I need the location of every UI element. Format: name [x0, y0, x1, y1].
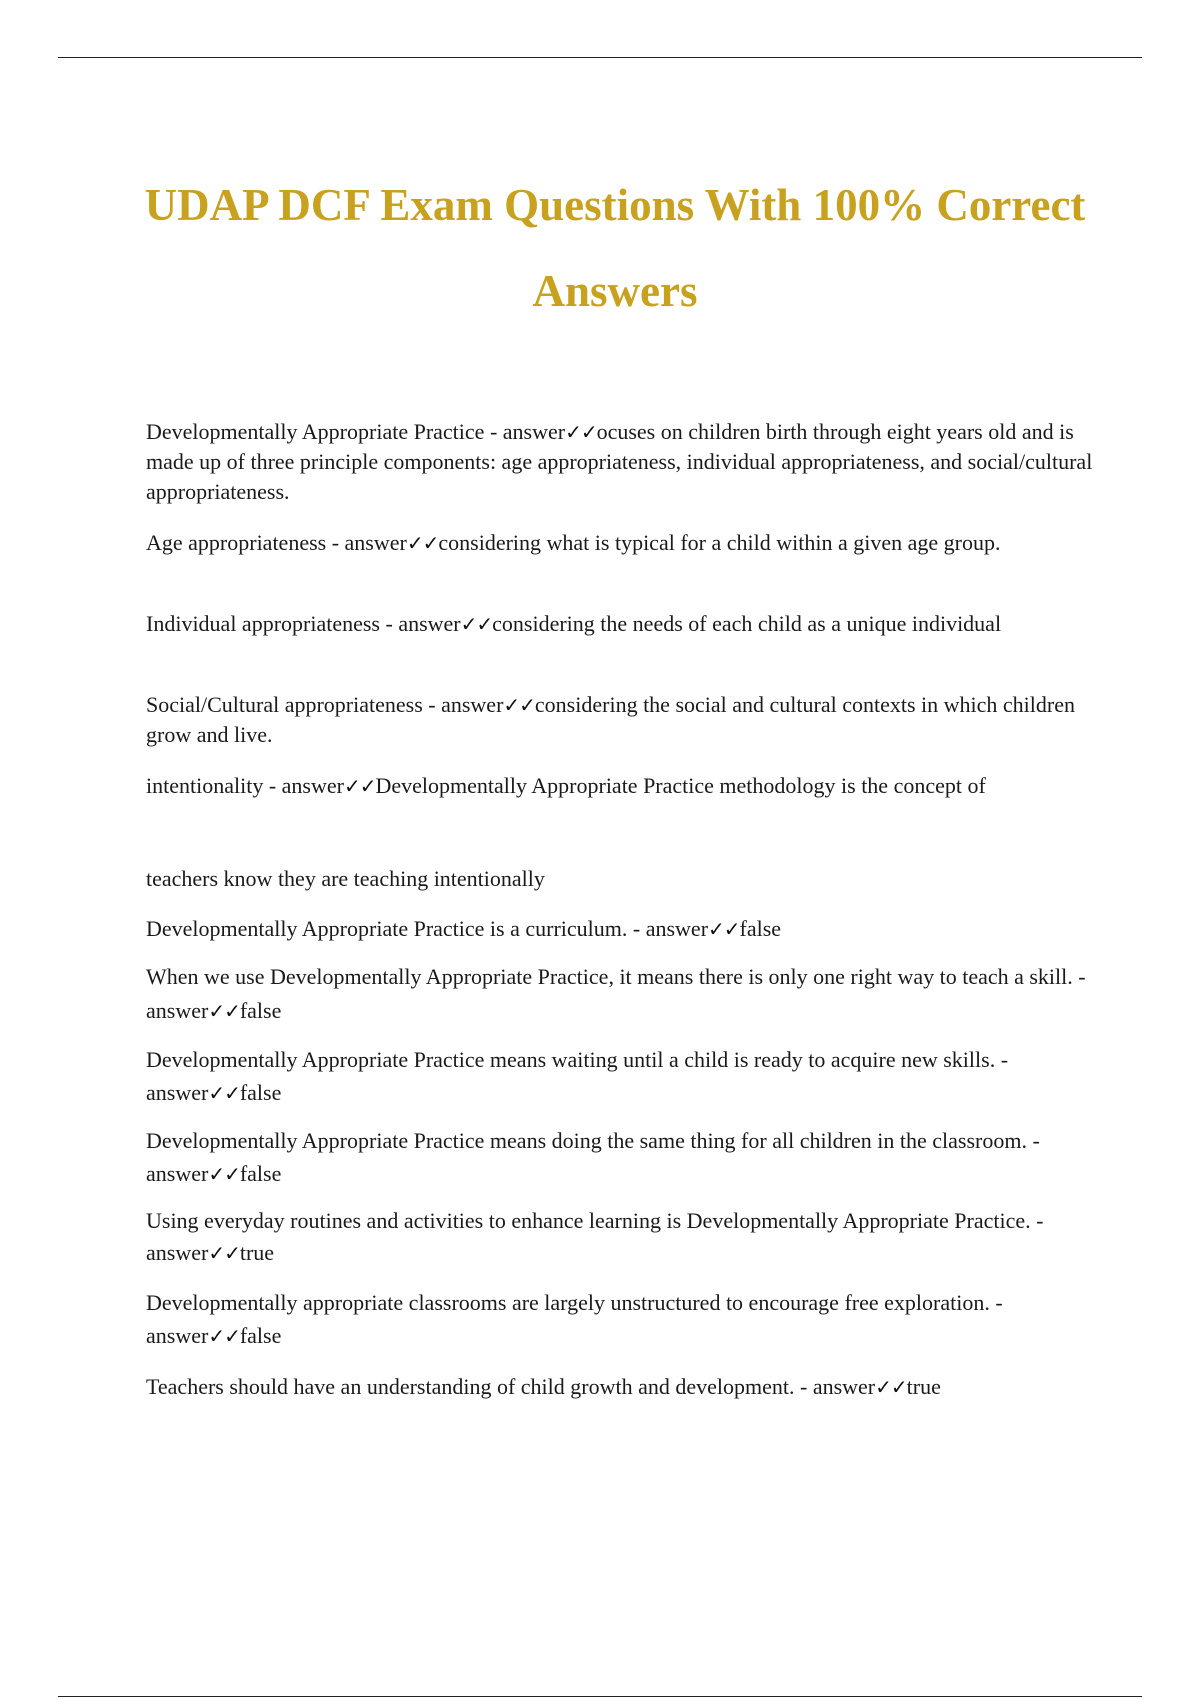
qa-term: Age appropriateness [146, 530, 327, 555]
answer-marker: - answer [326, 530, 407, 555]
qa-entry-5 [146, 771, 1096, 801]
bottom-rule [58, 1696, 1142, 1697]
answer-marker: - answer [484, 419, 566, 444]
qa-entry-1 [146, 417, 1096, 507]
qa-entry-9 [146, 1124, 1096, 1191]
double-check-icon: ✓✓ [208, 1162, 240, 1186]
qa-answer: considering the social and cultural contexts in which children grow and live. [146, 692, 1075, 747]
double-check-icon: ✓✓ [208, 999, 240, 1023]
top-rule [58, 57, 1142, 58]
qa-term: Individual appropriateness [146, 611, 380, 636]
qa-term: Teachers should have an understanding of child growth and development. [146, 1374, 795, 1399]
qa-entry-8 [146, 1043, 1096, 1110]
qa-answer: false [239, 1161, 282, 1186]
answer-marker: - answer [263, 773, 344, 798]
qa-answer: false [239, 1080, 282, 1105]
qa-term: Developmentally Appropriate Practice is a curriculum. [146, 916, 628, 941]
qa-answer: true [239, 1240, 275, 1265]
double-check-icon: ✓✓ [343, 774, 376, 798]
qa-term: Developmentally appropriate classrooms are largely unstructured to encourage free exploration. [146, 1290, 990, 1315]
qa-term: Developmentally Appropriate Practice means waiting until a child is ready to acquire new skills. [146, 1047, 996, 1072]
answer-marker: - answer [422, 692, 504, 717]
qa-term: Using everyday routines and activities to enhance learning is Developmentally Appropriate Practice. [146, 1208, 1031, 1233]
answer-marker: - answer [380, 611, 461, 636]
answer-marker: - answer [627, 916, 709, 941]
answer-marker: - answer [146, 1128, 1040, 1186]
qa-answer: considering what is typical for a child within a given age group. [438, 530, 1001, 555]
qa-term: Developmentally Appropriate Practice [146, 419, 485, 444]
qa-answer: false [239, 1323, 282, 1348]
qa-answer: considering the needs of each child as a unique individual [492, 611, 1002, 636]
qa-entry-7 [146, 960, 1096, 1028]
answer-marker: - answer [794, 1374, 876, 1399]
double-check-icon: ✓✓ [460, 612, 493, 636]
double-check-icon: ✓✓ [565, 420, 597, 444]
qa-continuation: teachers know they are teaching intentionally [146, 866, 545, 891]
qa-answer: Developmentally Appropriate Practice methodology is the concept of [375, 773, 986, 798]
double-check-icon: ✓✓ [208, 1241, 240, 1265]
double-check-icon: ✓✓ [208, 1324, 240, 1348]
qa-answer: ocuses on children birth through eight years old and is made up of three principle components: age appropriateness, individual appropriateness, and social/cultural appropriateness. [146, 419, 1093, 504]
qa-entry-11 [146, 1286, 1096, 1353]
double-check-icon: ✓✓ [708, 917, 740, 941]
qa-term: Developmentally Appropriate Practice means doing the same thing for all children in the classroom. [146, 1128, 1027, 1153]
answer-marker: - answer [146, 1290, 1003, 1348]
qa-entry-6 [146, 914, 1096, 944]
qa-term: intentionality [146, 773, 264, 798]
double-check-icon: ✓✓ [406, 531, 439, 555]
answer-marker: - answer [146, 964, 1086, 1023]
qa-answer: false [739, 916, 782, 941]
qa-entry-4 [146, 690, 1096, 750]
qa-answer: true [906, 1374, 941, 1399]
answer-marker: - answer [146, 1208, 1044, 1265]
double-check-icon: ✓✓ [875, 1375, 907, 1399]
answer-marker: - answer [146, 1047, 1009, 1105]
qa-entry-2 [146, 528, 1096, 558]
page-title: UDAP DCF Exam Questions With 100% Correct Answers [144, 180, 1086, 316]
qa-answer: false [239, 998, 282, 1023]
double-check-icon: ✓✓ [208, 1081, 240, 1105]
double-check-icon: ✓✓ [503, 693, 535, 717]
qa-entry-10 [146, 1205, 1096, 1269]
qa-entry-3 [146, 609, 1096, 639]
qa-entry-12 [146, 1372, 1096, 1402]
qa-term: When we use Developmentally Appropriate Practice, it means there is only one right way to teach a skill. [146, 964, 1073, 989]
qa-term: Social/Cultural appropriateness [146, 692, 423, 717]
